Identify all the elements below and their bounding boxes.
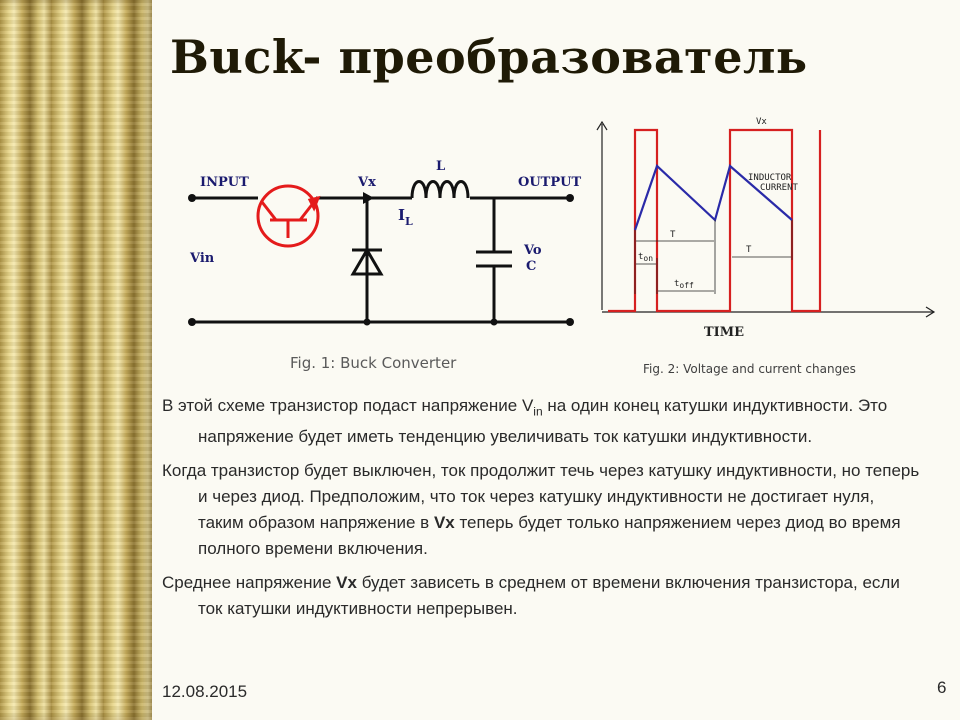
paragraph-1: В этой схеме транзистор подаст напряжение $V_{in}$ на один конец катушки индуктивности. Это напряжение будет иметь тенденцию увеличивать ток катушки индуктивности. [162,396,888,447]
vx-node-label: Vx [358,175,376,190]
fig2-caption: Fig. 2: Voltage and current changes [643,362,856,376]
period-label-2: T [746,245,752,255]
vx-wave-label: Vx [756,117,767,127]
time-axis-label: TIME [704,325,745,340]
inductor-label-line2: CURRENT [760,183,798,193]
inductor-label-line1: INDUCTOR [748,173,792,183]
inductor-current-label: $I_L$ [398,206,413,228]
transistor-symbol [258,186,318,246]
page-number: 6 [937,678,947,697]
timing-markers [635,220,792,294]
slide-title: Buck- преобразователь [170,30,808,84]
fig1-caption: Fig. 1: Buck Converter [290,354,457,372]
paragraph-3: Среднее напряжение Vx будет зависеть в среднем от времени включения транзистора, если ток катушки индуктивности непрерывен. [162,573,900,619]
input-label: INPUT [200,175,249,190]
capacitor-label: C [526,259,537,274]
waveform-axes [597,122,934,317]
ton-label: ton [638,252,654,263]
slide-body [162,393,922,630]
paragraph-2: Когда транзистор будет выключен, ток продолжит течь через катушку индуктивности, но теперь и через диод. Предположим, что ток через катушку индуктивности не достигает нуля, таким образом напряжение в Vx теперь будет только напряжением через диод во время полного времени включения. [162,461,920,559]
buck-converter-schematic [180,140,590,340]
vo-label: Vo [524,243,542,258]
output-label: OUTPUT [518,175,582,190]
circuit-nodes [188,194,574,326]
capacitor-symbol [476,252,512,266]
period-label-1: T [670,230,676,240]
decorative-gold-band [0,0,152,720]
toff-label: toff [674,279,694,290]
vin-label: Vin [190,251,215,266]
inductor-symbol [412,182,468,199]
voltage-current-waveform [590,110,940,350]
inductor-label: L [436,159,446,174]
circuit-wires [192,198,570,322]
slide-date: 12.08.2015 [162,682,248,701]
